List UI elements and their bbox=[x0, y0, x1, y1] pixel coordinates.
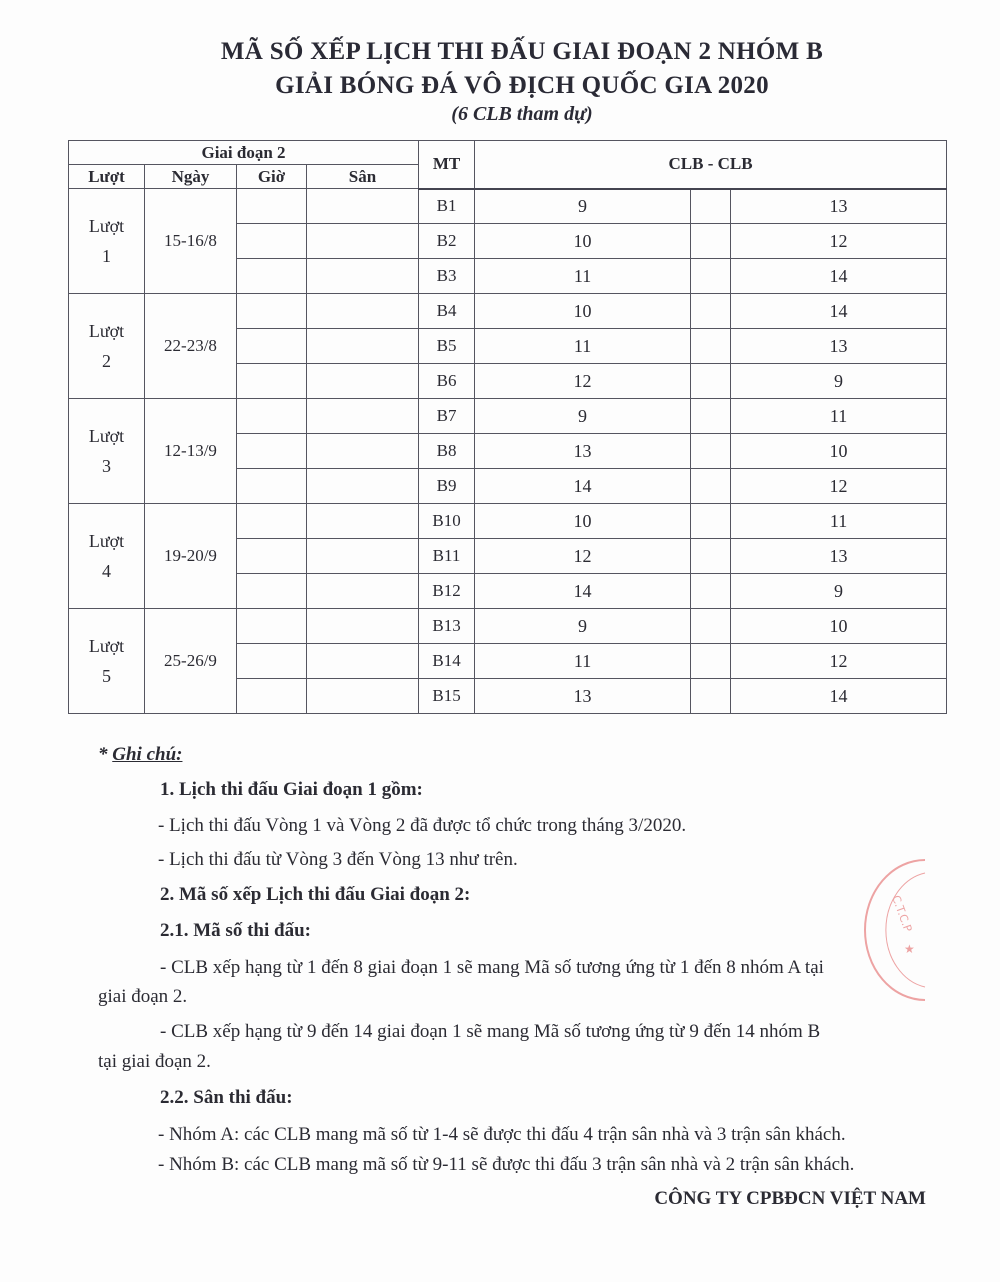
home-club: 14 bbox=[475, 469, 691, 504]
match-code: B5 bbox=[419, 329, 475, 364]
section21-line1a: - CLB xếp hạng từ 1 đến 8 giai đoạn 1 sẽ mang Mã số tương ứng từ 1 đến 8 nhóm A tại bbox=[160, 957, 824, 978]
venue-cell bbox=[307, 539, 419, 574]
time-cell bbox=[237, 574, 307, 609]
time-cell bbox=[237, 364, 307, 399]
time-cell bbox=[237, 329, 307, 364]
round-number: 3 bbox=[102, 456, 111, 476]
away-club: 9 bbox=[731, 574, 947, 609]
document-title-line1: MÃ SỐ XẾP LỊCH THI ĐẤU GIAI ĐOẠN 2 NHÓM B bbox=[220, 38, 824, 65]
time-cell bbox=[237, 294, 307, 329]
away-club: 10 bbox=[731, 434, 947, 469]
venue-cell bbox=[307, 574, 419, 609]
round-label: Lượt bbox=[88, 531, 125, 551]
separator-cell bbox=[691, 259, 731, 294]
table-row bbox=[69, 399, 947, 434]
time-cell bbox=[237, 644, 307, 679]
schedule-table bbox=[68, 140, 947, 714]
time-cell bbox=[237, 224, 307, 259]
section22-line1: - Nhóm A: các CLB mang mã số từ 1-4 sẽ được thi đấu 4 trận sân nhà và 3 trận sân khách. bbox=[158, 1124, 846, 1145]
time-cell bbox=[237, 434, 307, 469]
venue-cell bbox=[307, 294, 419, 329]
time-cell bbox=[237, 539, 307, 574]
venue-cell bbox=[307, 504, 419, 539]
match-code: B12 bbox=[419, 574, 475, 609]
document-title-line2: GIẢI BÓNG ĐÁ VÔ ĐỊCH QUỐC GIA 2020 bbox=[275, 72, 769, 99]
time-cell bbox=[237, 259, 307, 294]
round-date: 15-16/8 bbox=[145, 189, 237, 294]
away-club: 14 bbox=[731, 294, 947, 329]
venue-cell bbox=[307, 679, 419, 714]
section22-heading: 2.2. Sân thi đấu: bbox=[160, 1087, 293, 1108]
venue-cell bbox=[307, 224, 419, 259]
section1-line1: - Lịch thi đấu Vòng 1 và Vòng 2 đã được tổ chức trong tháng 3/2020. bbox=[158, 815, 687, 836]
round-number: 4 bbox=[102, 561, 111, 581]
match-code: B10 bbox=[419, 504, 475, 539]
company-stamp-icon bbox=[860, 855, 930, 1005]
round-date: 12-13/9 bbox=[145, 399, 237, 504]
table-row bbox=[69, 294, 947, 329]
time-cell bbox=[237, 679, 307, 714]
away-club: 12 bbox=[731, 644, 947, 679]
round-cell bbox=[69, 294, 145, 399]
document-subtitle: (6 CLB tham dự) bbox=[451, 103, 593, 125]
separator-cell bbox=[691, 189, 731, 224]
home-club: 9 bbox=[475, 399, 691, 434]
separator-cell bbox=[691, 469, 731, 504]
round-label: Lượt bbox=[88, 426, 125, 446]
round-date: 25-26/9 bbox=[145, 609, 237, 714]
separator-cell bbox=[691, 329, 731, 364]
away-club: 14 bbox=[731, 679, 947, 714]
header-luot: Lượt bbox=[69, 165, 145, 189]
match-code: B8 bbox=[419, 434, 475, 469]
header-clb: CLB - CLB bbox=[475, 141, 947, 189]
venue-cell bbox=[307, 399, 419, 434]
home-club: 13 bbox=[475, 679, 691, 714]
header-ngay: Ngày bbox=[145, 165, 237, 189]
round-date: 19-20/9 bbox=[145, 504, 237, 609]
header-phase: Giai đoạn 2 bbox=[69, 141, 419, 165]
separator-cell bbox=[691, 504, 731, 539]
match-code: B9 bbox=[419, 469, 475, 504]
header-gio: Giờ bbox=[237, 165, 307, 189]
home-club: 12 bbox=[475, 539, 691, 574]
venue-cell bbox=[307, 644, 419, 679]
section22-line2: - Nhóm B: các CLB mang mã số từ 9-11 sẽ được thi đấu 3 trận sân nhà và 2 trận sân khách. bbox=[158, 1154, 855, 1175]
venue-cell bbox=[307, 434, 419, 469]
match-code: B13 bbox=[419, 609, 475, 644]
home-club: 13 bbox=[475, 434, 691, 469]
separator-cell bbox=[691, 294, 731, 329]
section21-heading: 2.1. Mã số thi đấu: bbox=[160, 920, 311, 941]
time-cell bbox=[237, 469, 307, 504]
round-label: Lượt bbox=[88, 321, 125, 341]
match-code: B4 bbox=[419, 294, 475, 329]
separator-cell bbox=[691, 399, 731, 434]
round-number: 1 bbox=[102, 246, 111, 266]
away-club: 13 bbox=[731, 329, 947, 364]
match-code: B3 bbox=[419, 259, 475, 294]
section21-line2a: - CLB xếp hạng từ 9 đến 14 giai đoạn 1 sẽ mang Mã số tương ứng từ 9 đến 14 nhóm B bbox=[160, 1021, 821, 1042]
home-club: 11 bbox=[475, 329, 691, 364]
away-club: 13 bbox=[731, 189, 947, 224]
venue-cell bbox=[307, 609, 419, 644]
match-code: B14 bbox=[419, 644, 475, 679]
section21-line1b: giai đoạn 2. bbox=[98, 986, 188, 1007]
separator-cell bbox=[691, 224, 731, 259]
section1-heading: 1. Lịch thi đấu Giai đoạn 1 gồm: bbox=[160, 779, 423, 800]
round-label: Lượt bbox=[88, 216, 125, 236]
notes-heading bbox=[98, 744, 182, 766]
notes-heading-label: Ghi chú: bbox=[112, 744, 183, 765]
match-code: B2 bbox=[419, 224, 475, 259]
venue-cell bbox=[307, 189, 419, 224]
round-number: 5 bbox=[102, 666, 111, 686]
notes-asterisk: * bbox=[98, 744, 113, 765]
match-code: B15 bbox=[419, 679, 475, 714]
section1-line2: - Lịch thi đấu từ Vòng 3 đến Vòng 13 như trên. bbox=[158, 849, 518, 870]
time-cell bbox=[237, 504, 307, 539]
round-cell bbox=[69, 609, 145, 714]
venue-cell bbox=[307, 329, 419, 364]
away-club: 13 bbox=[731, 539, 947, 574]
match-code: B1 bbox=[419, 189, 475, 224]
venue-cell bbox=[307, 469, 419, 504]
round-cell bbox=[69, 399, 145, 504]
separator-cell bbox=[691, 539, 731, 574]
match-code: B7 bbox=[419, 399, 475, 434]
round-date: 22-23/8 bbox=[145, 294, 237, 399]
section2-heading: 2. Mã số xếp Lịch thi đấu Giai đoạn 2: bbox=[160, 884, 471, 905]
table-row bbox=[69, 189, 947, 224]
time-cell bbox=[237, 399, 307, 434]
home-club: 10 bbox=[475, 504, 691, 539]
away-club: 10 bbox=[731, 609, 947, 644]
table-row bbox=[69, 609, 947, 644]
round-cell bbox=[69, 504, 145, 609]
home-club: 12 bbox=[475, 364, 691, 399]
round-cell bbox=[69, 189, 145, 294]
away-club: 9 bbox=[731, 364, 947, 399]
stamp-star: ★ bbox=[904, 942, 915, 956]
round-number: 2 bbox=[102, 351, 111, 371]
venue-cell bbox=[307, 259, 419, 294]
separator-cell bbox=[691, 574, 731, 609]
separator-cell bbox=[691, 644, 731, 679]
stamp-text: C.T.C.P bbox=[889, 893, 915, 934]
home-club: 10 bbox=[475, 294, 691, 329]
separator-cell bbox=[691, 609, 731, 644]
home-club: 14 bbox=[475, 574, 691, 609]
home-club: 9 bbox=[475, 189, 691, 224]
home-club: 10 bbox=[475, 224, 691, 259]
header-mt: MT bbox=[419, 141, 475, 189]
separator-cell bbox=[691, 364, 731, 399]
away-club: 14 bbox=[731, 259, 947, 294]
home-club: 9 bbox=[475, 609, 691, 644]
away-club: 12 bbox=[731, 469, 947, 504]
away-club: 11 bbox=[731, 504, 947, 539]
away-club: 11 bbox=[731, 399, 947, 434]
time-cell bbox=[237, 609, 307, 644]
match-code: B6 bbox=[419, 364, 475, 399]
separator-cell bbox=[691, 434, 731, 469]
home-club: 11 bbox=[475, 644, 691, 679]
time-cell bbox=[237, 189, 307, 224]
header-san: Sân bbox=[307, 165, 419, 189]
match-code: B11 bbox=[419, 539, 475, 574]
schedule-body bbox=[69, 189, 947, 714]
round-label: Lượt bbox=[88, 636, 125, 656]
separator-cell bbox=[691, 679, 731, 714]
company-signature: CÔNG TY CPBĐCN VIỆT NAM bbox=[654, 1188, 926, 1209]
venue-cell bbox=[307, 364, 419, 399]
table-row bbox=[69, 504, 947, 539]
away-club: 12 bbox=[731, 224, 947, 259]
section21-line2b: tại giai đoạn 2. bbox=[98, 1051, 211, 1072]
home-club: 11 bbox=[475, 259, 691, 294]
